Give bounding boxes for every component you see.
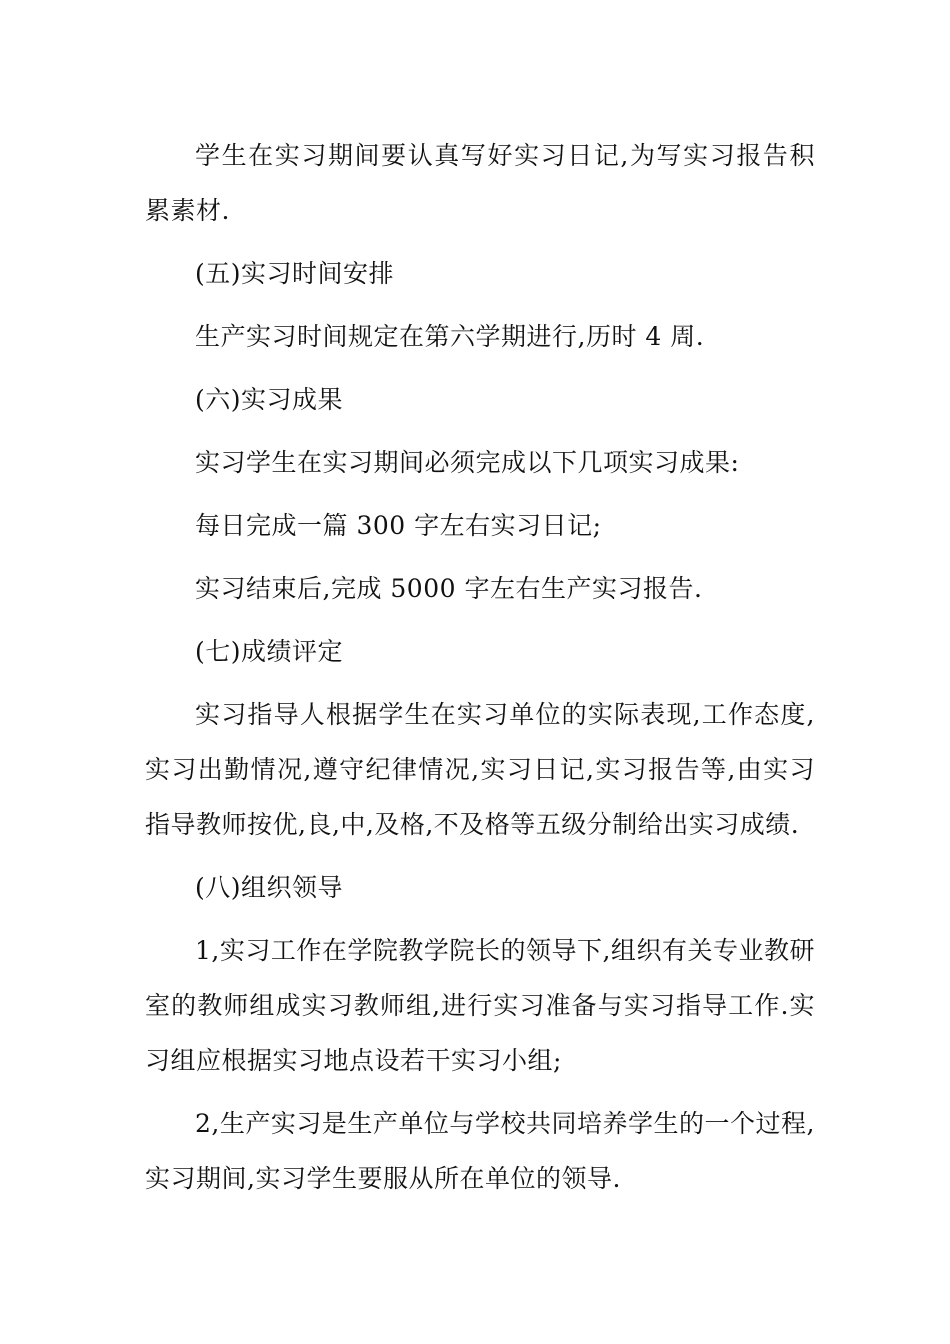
spacer (145, 1088, 815, 1096)
spacer (145, 427, 815, 435)
spacer (145, 553, 815, 561)
spacer (145, 301, 815, 309)
heading-results: (六)实习成果 (195, 385, 344, 414)
paragraph-results-diary: 每日完成一篇 300 字左右实习日记; (195, 511, 602, 540)
spacer (145, 679, 815, 687)
heading-schedule: (五)实习时间安排 (195, 259, 395, 288)
spacer (145, 616, 815, 624)
paragraph-organization-1: 1,实习工作在学院教学院长的领导下,组织有关专业教研室的教师组成实习教师组,进行实习准备与实习指导工作.实习组应根据实习地点设若干实习小组; (145, 936, 815, 1075)
heading-organization: (八)组织领导 (195, 873, 344, 902)
spacer (145, 364, 815, 372)
document-page (145, 128, 815, 1206)
paragraph-results-report: 实习结束后,完成 5000 字左右生产实习报告. (195, 574, 703, 603)
spacer (145, 852, 815, 860)
spacer (145, 915, 815, 923)
paragraph-grading: 实习指导人根据学生在实习单位的实际表现,工作态度,实习出勤情况,遵守纪律情况,实习日记,实习报告等,由实习指导教师按优,良,中,及格,不及格等五级分制给出实习成绩. (145, 700, 815, 839)
paragraph-diary: 学生在实习期间要认真写好实习日记,为写实习报告积累素材. (145, 141, 815, 225)
spacer (145, 238, 815, 246)
paragraph-results-intro: 实习学生在实习期间必须完成以下几项实习成果: (195, 448, 740, 477)
spacer (145, 490, 815, 498)
paragraph-schedule: 生产实习时间规定在第六学期进行,历时 4 周. (195, 322, 705, 351)
paragraph-organization-2: 2,生产实习是生产单位与学校共同培养学生的一个过程,实习期间,实习学生要服从所在单位的领导. (145, 1109, 815, 1193)
heading-grading: (七)成绩评定 (195, 637, 344, 666)
